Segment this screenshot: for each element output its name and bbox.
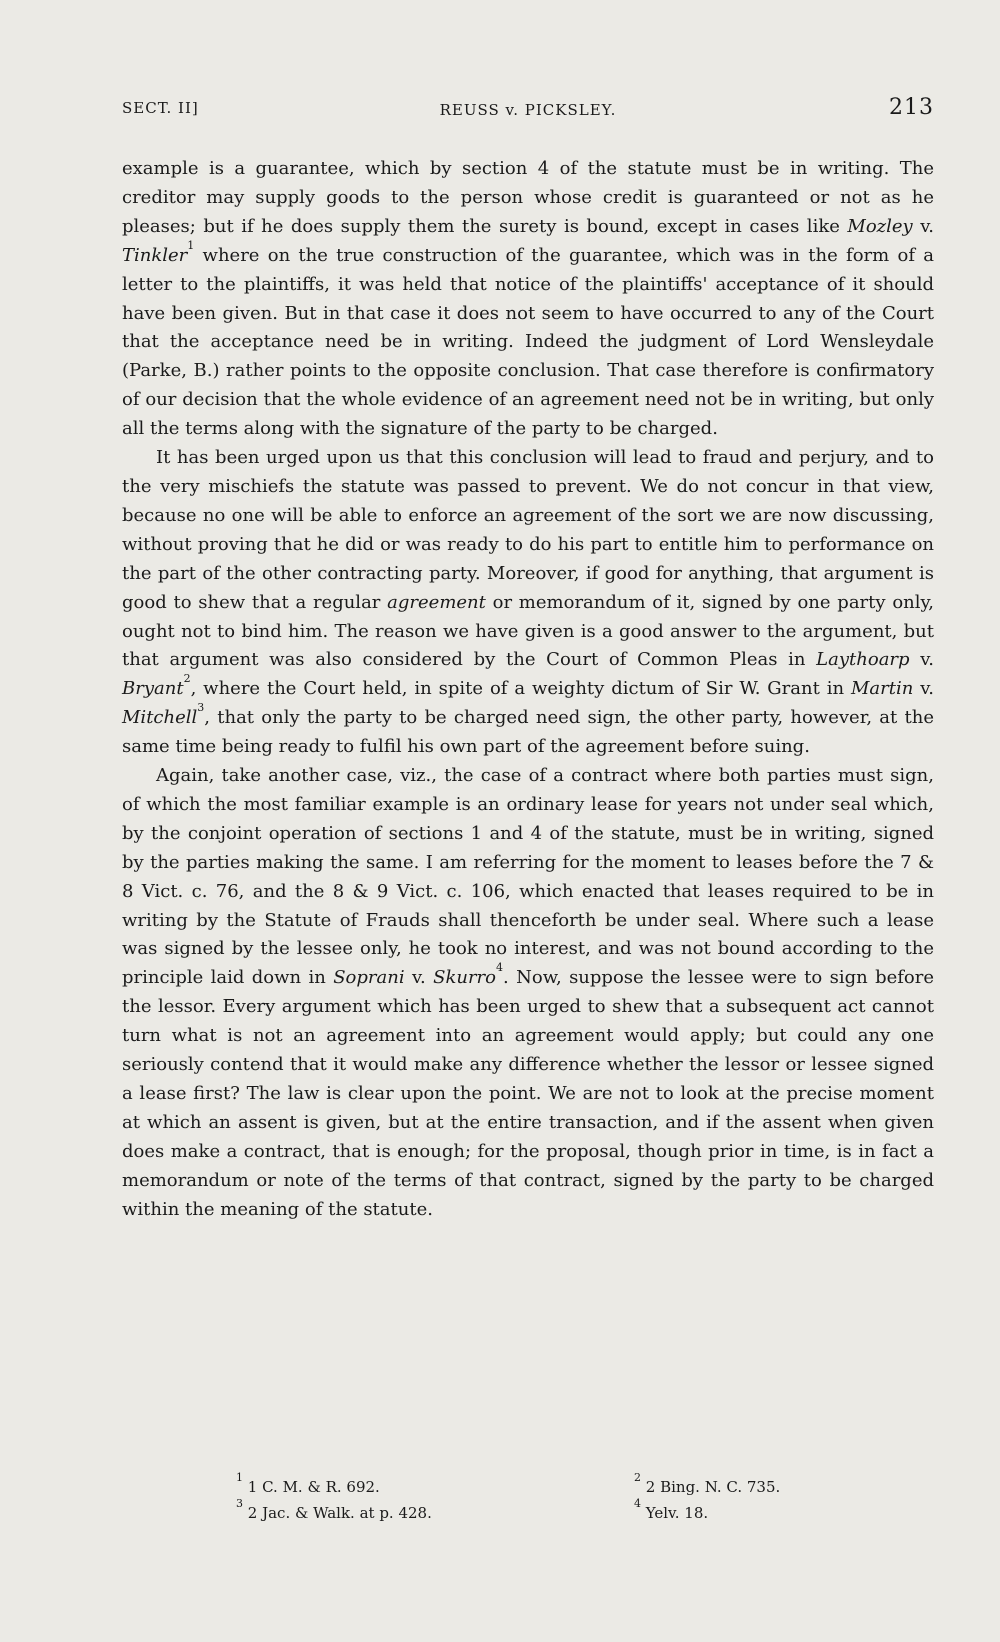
footnote bbox=[634, 1497, 709, 1527]
paragraph-1 bbox=[122, 155, 934, 444]
case-name: Mitchell bbox=[122, 707, 198, 729]
case-name: Martin bbox=[850, 678, 914, 700]
footnote-text: 2 Jac. & Walk. at p. 428. bbox=[247, 1504, 432, 1522]
text-run: It has been urged upon us that this conclusion will lead to fraud and perjury, and to the very mischiefs the statute was passed to prevent. We do not concur in that view, because no one will be able to enforce an agreement of the sort we are now discussing, without proving that he did or was ready to do his part to entitle him to performance on the part of the other contracting party. Moreover, if good for anything, that argument is good to shew that a regular bbox=[122, 447, 934, 613]
running-header bbox=[122, 95, 934, 125]
case-name: Bryant bbox=[122, 678, 184, 700]
footnote-text: Yelv. 18. bbox=[645, 1504, 709, 1522]
section-label: SECT. II] bbox=[122, 99, 199, 117]
text-run: . Now, suppose the lessee were to sign before the lessor. Every argument which has been urged to shew that a subsequent act cannot turn what is not an agreement into an agreement would apply; but could any one seriously contend that it would make any difference whether the lessor or lessee signed a lease first? The law is clear upon the point. We are not to look at the precise moment at which an assent is given, but at the entire transaction, and if the assent when given does make a contract, that is enough; for the proposal, though prior in time, is in fact a memorandum or note of the terms of that contract, signed by the party to be charged within the meaning of the statute. bbox=[122, 967, 935, 1220]
text-run: or memorandum of it, signed by one party only, ought not to bind him. The reason we have given is a good answer to the argument, but that argument was also considered by the Court of Common Pleas in bbox=[122, 591, 935, 671]
case-name: Soprani bbox=[333, 967, 405, 989]
text-run: v. bbox=[913, 678, 934, 700]
case-name: Skurro bbox=[433, 967, 497, 989]
text-run: , that only the party to be charged need sign, the other party, however, at the same time being ready to fulfil his own part of the agreement before suing. bbox=[122, 707, 934, 758]
footnote-number: 3 bbox=[236, 1497, 243, 1510]
footnote-number: 1 bbox=[236, 1471, 243, 1484]
footnote bbox=[236, 1497, 432, 1527]
footnote-ref: 1 bbox=[187, 238, 195, 252]
footnote-ref: 3 bbox=[197, 701, 205, 715]
text-run: example is a guarantee, which by section 4 of the statute must be in writing. The creditor may supply goods to the person whose credit is guaranteed or not as he pleases; but if he does supply them the surety is bound, except in cases like bbox=[122, 158, 934, 237]
footnote-ref: 4 bbox=[496, 961, 504, 975]
footnote-text: 1 C. M. & R. 692. bbox=[247, 1478, 380, 1496]
text-run: where on the true construction of the guarantee, which was in the form of a letter to the plaintiffs, it was held that notice of the plaintiffs' acceptance of it should have been given. But in that case it does not seem to have occurred to any of the Court that the acceptance need be in writing. Indeed the judgment of Lord Wensleydale (Parke, B.) rather points to the opposite conclusion. That case therefore is confirmatory of our decision that the whole evidence of an agreement need not be in writing, but only all the terms along with the signature of the party to be charged. bbox=[122, 244, 934, 440]
footnote-number: 2 bbox=[634, 1471, 641, 1484]
case-name: Tinkler bbox=[122, 244, 188, 266]
paragraph-3 bbox=[122, 762, 934, 1225]
page-number: 213 bbox=[889, 95, 934, 120]
footnote bbox=[634, 1471, 781, 1501]
text-run: v. bbox=[912, 215, 934, 237]
text-run: v. bbox=[909, 649, 934, 671]
case-name: Mozley bbox=[847, 215, 913, 237]
footnote-ref: 2 bbox=[183, 672, 191, 686]
paragraph-2 bbox=[122, 444, 934, 762]
text-run: Again, take another case, viz., the case of a contract where both parties must sign, of which the most familiar example is an ordinary lease for years not under seal which, by the conjoint operation of sections 1 and 4 of the statute, must be in writing, signed by the parties making the same. I am referring for the moment to leases before the 7 & 8 Vict. c. 76, and the 8 & 9 Vict. c. 106, which enacted that leases required to be in writing by the Statute of Frauds shall thenceforth be under seal. Where such a lease was signed by the lessee only, he took no interest, and was not bound according to the principle laid down in bbox=[122, 765, 934, 989]
case-name: Laythoarp bbox=[816, 649, 910, 671]
text-run: v. bbox=[404, 967, 434, 989]
footnote bbox=[236, 1471, 380, 1501]
emphasis: agreement bbox=[387, 591, 486, 613]
text-run: , where the Court held, in spite of a weighty dictum of Sir W. Grant in bbox=[190, 678, 851, 700]
main-text bbox=[122, 155, 934, 1225]
footnote-text: 2 Bing. N. C. 735. bbox=[645, 1478, 781, 1496]
footnote-number: 4 bbox=[634, 1497, 641, 1510]
case-title: REUSS v. PICKSLEY. bbox=[439, 101, 617, 119]
